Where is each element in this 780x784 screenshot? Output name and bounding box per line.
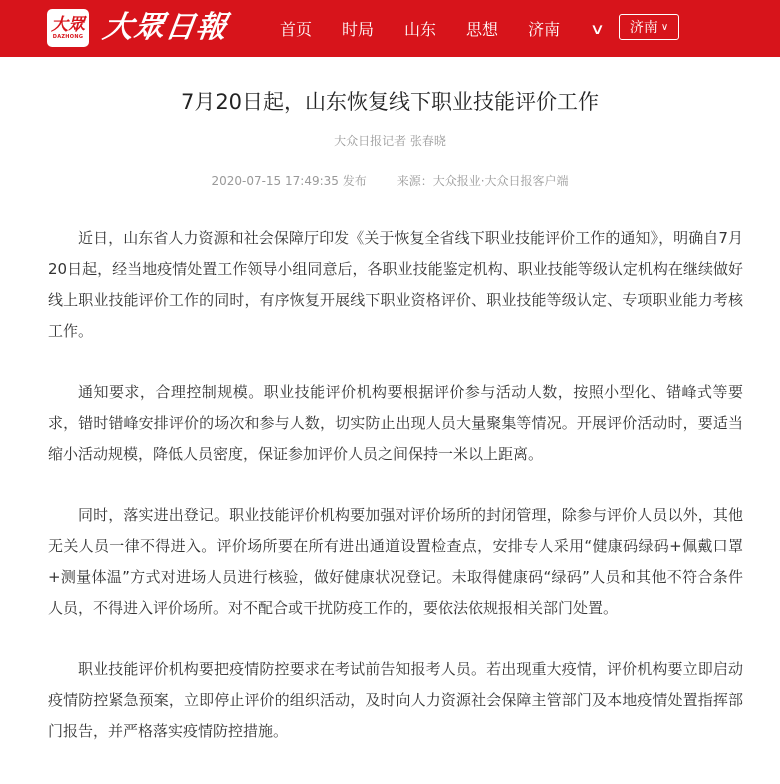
chevron-down-icon: ∨ [660,21,669,33]
article-meta [0,172,780,189]
article-source: 来源：大众报业·大众日报客户端 [396,174,569,188]
nav-item-thought[interactable]: 思想 [466,20,499,39]
article-body [48,223,743,747]
app-logo-icon[interactable] [47,9,89,47]
nav-item-current-affairs[interactable]: 时局 [342,20,375,39]
more-chevron-icon[interactable]: ∨ [589,19,606,38]
article-title: 7月20日起，山东恢复线下职业技能评价工作 [180,90,600,114]
main-nav [280,0,621,57]
nav-item-shandong[interactable]: 山东 [404,20,437,39]
nav-item-jinan[interactable]: 济南 [528,20,561,39]
top-navigation-bar [0,0,780,57]
logo-subtext: DAZHONG [52,33,84,40]
article [0,57,780,777]
article-paragraph: 职业技能评价机构要把疫情防控要求在考试前告知报考人员。若出现重大疫情，评价机构要立即启动疫情防控紧急预案，立即停止评价的组织活动，及时向人力资源社会保障主管部门及本地疫情处置指挥部门报告，并严格落实疫情防控措施。 [48,660,743,740]
brand-logo-text[interactable]: 大眾日報 [100,10,230,45]
city-selector-label: 济南 [629,20,658,36]
nav-item-home[interactable]: 首页 [280,20,313,39]
city-selector[interactable] [619,14,679,40]
article-byline: 大众日报记者 张春晓 [334,134,446,148]
article-paragraph: 同时，落实进出登记。职业技能评价机构要加强对评价场所的封闭管理，除参与评价人员以外，其他无关人员一律不得进入。评价场所要在所有进出通道设置检查点，安排专人采用“健康码绿码+佩戴口罩+测量体温”方式对进场人员进行核验，做好健康状况登记。未取得健康码“绿码”人员和其他不符合条件人员，不得进入评价场所。对不配合或干扰防疫工作的，要依法依规报相关部门处置。 [48,506,743,617]
article-paragraph: 近日，山东省人力资源和社会保障厅印发《关于恢复全省线下职业技能评价工作的通知》，明确自7月20日起，经当地疫情处置工作领导小组同意后，各职业技能鉴定机构、职业技能等级认定机构在继续做好线上职业技能评价工作的同时，有序恢复开展线下职业资格评价、职业技能等级认定、专项职业能力考核工作。 [48,229,743,340]
logo-mark: 大眾 [51,14,85,35]
publish-time: 2020-07-15 17:49:35 发布 [211,174,367,188]
article-paragraph: 通知要求，合理控制规模。职业技能评价机构要根据评价参与活动人数，按照小型化、错峰式等要求，错时错峰安排评价的场次和参与人数，切实防止出现人员大量聚集等情况。开展评价活动时，要适当缩小活动规模，降低人员密度，保证参加评价人员之间保持一米以上距离。 [48,383,743,463]
